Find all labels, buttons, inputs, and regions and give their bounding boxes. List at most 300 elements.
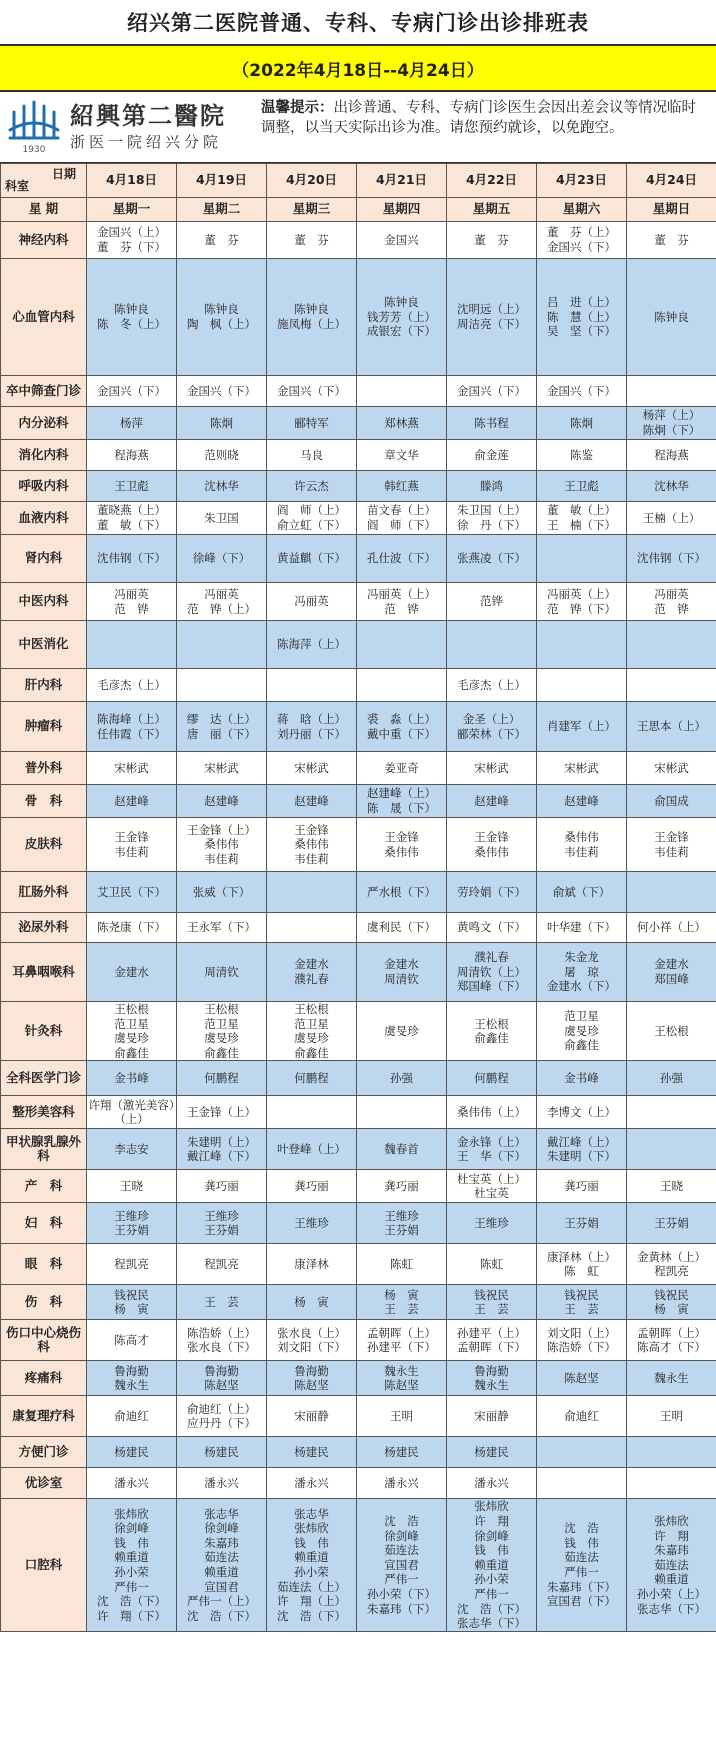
weekday-header: 星期五: [447, 198, 537, 222]
schedule-cell: 董 敏（上） 王 楠（下）: [537, 502, 627, 535]
table-row: [1, 818, 716, 872]
table-row: [1, 471, 716, 502]
schedule-cell: 冯丽英（上） 范 铧: [357, 583, 447, 621]
schedule-cell: 张水良（上） 刘文阳（下）: [267, 1320, 357, 1361]
schedule-cell: 金建水 郑国峰: [627, 943, 716, 1002]
weekday-header: 星期日: [627, 198, 716, 222]
schedule-cell: 龚巧丽: [267, 1170, 357, 1203]
schedule-cell: 陈赵坚: [537, 1361, 627, 1396]
schedule-cell: 金国兴（上） 董 芬（下）: [87, 222, 177, 259]
schedule-cell: 金永锋（上） 王 华（下）: [447, 1129, 537, 1170]
dept-name: 呼吸内科: [1, 471, 87, 502]
table-row: [1, 1244, 716, 1285]
schedule-cell: [267, 669, 357, 702]
dept-name: 全科医学门诊: [1, 1061, 87, 1096]
schedule-cell: 杨萍: [87, 407, 177, 440]
schedule-cell: 冯丽英 范 铧（上）: [177, 583, 267, 621]
table-row: [1, 376, 716, 407]
schedule-cell: 王卫彪: [87, 471, 177, 502]
table-row: [1, 502, 716, 535]
table-row: [1, 702, 716, 752]
schedule-cell: 杜宝英（上） 杜宝英: [447, 1170, 537, 1203]
schedule-cell: 陈书程: [447, 407, 537, 440]
weekday-label: 星 期: [1, 198, 87, 222]
schedule-cell: 王松根: [627, 1002, 716, 1061]
date-header: 4月20日: [267, 164, 357, 198]
dept-name: 中医内科: [1, 583, 87, 621]
schedule-cell: 滕鸿: [447, 471, 537, 502]
schedule-cell: 沈伟钢（下）: [627, 535, 716, 583]
page-title: 绍兴第二医院普通、专科、专病门诊出诊排班表: [127, 10, 589, 35]
schedule-cell: 赵建峰: [87, 785, 177, 818]
table-row: [1, 1002, 716, 1061]
table-row: [1, 1437, 716, 1468]
schedule-cell: 金国兴（下）: [537, 376, 627, 407]
schedule-cell: 濮礼春 周清钦（上） 郑国峰（下）: [447, 943, 537, 1002]
schedule-cell: 王金锋 韦佳莉: [627, 818, 716, 872]
schedule-cell: 王松根 范卫星 虞旻珍 俞鑫佳: [177, 1002, 267, 1061]
schedule-cell: 宋彬武: [87, 752, 177, 785]
schedule-cell: 王维珍 王芬娟: [357, 1203, 447, 1244]
schedule-cell: 钱祝民 王 芸: [537, 1285, 627, 1320]
schedule-table: [0, 163, 716, 1632]
schedule-cell: 何鹏程: [267, 1061, 357, 1096]
schedule-cell: 魏永生: [627, 1361, 716, 1396]
schedule-cell: 陈钟良 钱芳芳（上） 成银宏（下）: [357, 259, 447, 376]
schedule-cell: 程凯亮: [87, 1244, 177, 1285]
schedule-cell: 张志华 徐剑峰 朱嘉玮 茹连法 赖重道 宣国君 严伟一（上） 沈 浩（下）: [177, 1499, 267, 1631]
schedule-cell: 严水根（下）: [357, 872, 447, 913]
schedule-cell: 沈 浩 钱 伟 茹连法 严伟一 朱嘉玮（下） 宣国君（下）: [537, 1499, 627, 1631]
logo-name: 紹興第二醫院: [70, 101, 226, 130]
dept-name: 整形美容科: [1, 1096, 87, 1129]
table-row: [1, 1468, 716, 1499]
schedule-cell: 苗文春（上） 阎 师（下）: [357, 502, 447, 535]
dept-name: 针灸科: [1, 1002, 87, 1061]
schedule-cell: 吕 进（上） 陈 慧（上） 吴 坚（下）: [537, 259, 627, 376]
schedule-cell: 王金锋 桑伟伟: [357, 818, 447, 872]
schedule-cell: 沈林华: [627, 471, 716, 502]
schedule-cell: 杨建民: [87, 1437, 177, 1468]
schedule-cell: 金书峰: [87, 1061, 177, 1096]
schedule-cell: 毛彦杰（上）: [447, 669, 537, 702]
schedule-cell: 孟朝晖（上） 孙建平（下）: [357, 1320, 447, 1361]
schedule-cell: 鲁海勤 陈赵坚: [267, 1361, 357, 1396]
schedule-cell: [177, 669, 267, 702]
schedule-cell: 宋彬武: [627, 752, 716, 785]
schedule-cell: 阎 师（上） 俞立虹（下）: [267, 502, 357, 535]
dept-name: 卒中筛查门诊: [1, 376, 87, 407]
schedule-cell: [357, 376, 447, 407]
schedule-cell: 金建水 濮礼春: [267, 943, 357, 1002]
schedule-cell: 王芬娟: [537, 1203, 627, 1244]
dept-name: 优诊室: [1, 1468, 87, 1499]
schedule-cell: 潘永兴: [447, 1468, 537, 1499]
table-row: [1, 1285, 716, 1320]
logo-subtitle: 浙医一院绍兴分院: [70, 133, 223, 151]
schedule-cell: 陈钟良 陶 枫（上）: [177, 259, 267, 376]
schedule-cell: 朱建明（上） 戴江峰（下）: [177, 1129, 267, 1170]
dept-name: 神经内科: [1, 222, 87, 259]
schedule-cell: 何小祥（上）: [627, 913, 716, 943]
weekday-header: 星期二: [177, 198, 267, 222]
dept-name: 血液内科: [1, 502, 87, 535]
dept-name: 产 科: [1, 1170, 87, 1203]
notice-label: 温馨提示：: [261, 99, 334, 116]
schedule-cell: 金建水 周清钦: [357, 943, 447, 1002]
schedule-cell: [177, 621, 267, 669]
schedule-cell: 潘永兴: [357, 1468, 447, 1499]
schedule-cell: 陈尧康（下）: [87, 913, 177, 943]
table-row: [1, 1361, 716, 1396]
schedule-cell: 龚巧丽: [537, 1170, 627, 1203]
schedule-cell: 杨萍（上） 陈炯（下）: [627, 407, 716, 440]
schedule-cell: [627, 1129, 716, 1170]
schedule-cell: 王金锋 桑伟伟: [447, 818, 537, 872]
schedule-cell: 郑林燕: [357, 407, 447, 440]
table-row: [1, 1320, 716, 1361]
schedule-cell: 王 芸: [177, 1285, 267, 1320]
schedule-cell: [267, 1096, 357, 1129]
logo-year: 1930: [22, 145, 46, 155]
schedule-cell: 程凯亮: [177, 1244, 267, 1285]
schedule-cell: 陈虹: [447, 1244, 537, 1285]
schedule-cell: 陈炯: [537, 407, 627, 440]
dept-name: 肛肠外科: [1, 872, 87, 913]
corner-dept-label: 科室: [5, 179, 30, 194]
table-row: [1, 583, 716, 621]
table-row: [1, 1061, 716, 1096]
schedule-cell: [447, 621, 537, 669]
schedule-cell: 桑伟伟 韦佳莉: [537, 818, 627, 872]
schedule-cell: 钱祝民 杨 寅: [627, 1285, 716, 1320]
schedule-cell: 缪 达（上） 唐 丽（下）: [177, 702, 267, 752]
schedule-cell: 张燕凌（下）: [447, 535, 537, 583]
schedule-cell: 何鹏程: [177, 1061, 267, 1096]
schedule-cell: 宋彬武: [177, 752, 267, 785]
schedule-cell: 黄益麒（下）: [267, 535, 357, 583]
schedule-cell: [267, 913, 357, 943]
schedule-cell: [357, 1096, 447, 1129]
schedule-cell: 董 芬（上） 金国兴（下）: [537, 222, 627, 259]
schedule-cell: 范卫星 虞旻珍 俞鑫佳: [537, 1002, 627, 1061]
schedule-cell: 陈炯: [177, 407, 267, 440]
weekday-header: 星期六: [537, 198, 627, 222]
dept-name: 肾内科: [1, 535, 87, 583]
schedule-cell: 赵建峰: [447, 785, 537, 818]
schedule-cell: 陈海峰（上） 任伟霞（下）: [87, 702, 177, 752]
schedule-cell: 王金锋（上）: [177, 1096, 267, 1129]
schedule-cell: 杨建民: [357, 1437, 447, 1468]
schedule-cell: 金建水: [87, 943, 177, 1002]
schedule-cell: 陈浩娇（上） 张水良（下）: [177, 1320, 267, 1361]
schedule-cell: 董 芬: [267, 222, 357, 259]
schedule-cell: 康泽林（上） 陈 虹: [537, 1244, 627, 1285]
schedule-cell: 徐峰（下）: [177, 535, 267, 583]
schedule-cell: 陈钟良 施凤梅（上）: [267, 259, 357, 376]
schedule-cell: 叶登峰（上）: [267, 1129, 357, 1170]
date-header: 4月23日: [537, 164, 627, 198]
schedule-cell: 王金锋 韦佳莉: [87, 818, 177, 872]
schedule-cell: 何鹏程: [447, 1061, 537, 1096]
schedule-cell: 艾卫民（下）: [87, 872, 177, 913]
schedule-cell: 俞国成: [627, 785, 716, 818]
schedule-cell: 陈海萍（上）: [267, 621, 357, 669]
dept-name: 皮肤科: [1, 818, 87, 872]
table-row: [1, 535, 716, 583]
schedule-cell: 赵建峰: [537, 785, 627, 818]
schedule-cell: 魏永生 陈赵坚: [357, 1361, 447, 1396]
schedule-cell: 王思本（上）: [627, 702, 716, 752]
schedule-cell: 许云杰: [267, 471, 357, 502]
schedule-cell: 潘永兴: [177, 1468, 267, 1499]
schedule-cell: 金国兴（下）: [177, 376, 267, 407]
schedule-cell: 俞金莲: [447, 440, 537, 471]
table-row: [1, 1499, 716, 1631]
schedule-cell: 王松根 俞鑫佳: [447, 1002, 537, 1061]
schedule-cell: 金国兴（下）: [447, 376, 537, 407]
schedule-cell: 杨 寅 王 芸: [357, 1285, 447, 1320]
schedule-cell: 黄鸣文（下）: [447, 913, 537, 943]
header-weekday-row: [1, 198, 716, 222]
schedule-cell: 沈明远（上） 周洁亮（下）: [447, 259, 537, 376]
schedule-cell: 朱金龙 屠 琼 金建水（下）: [537, 943, 627, 1002]
schedule-cell: 董 芬: [177, 222, 267, 259]
dept-name: 甲状腺乳腺外科: [1, 1129, 87, 1170]
schedule-cell: 赵建峰（上） 陈 晟（下）: [357, 785, 447, 818]
dept-name: 内分泌科: [1, 407, 87, 440]
table-row: [1, 752, 716, 785]
schedule-cell: 张炜欣 许 翔 朱嘉玮 茹连法 赖重道 孙小荣（上） 张志华（下）: [627, 1499, 716, 1631]
schedule-cell: 钱祝民 王 芸: [447, 1285, 537, 1320]
schedule-cell: 王永军（下）: [177, 913, 267, 943]
schedule-cell: 许翔（激光美容）（上）: [87, 1096, 177, 1129]
schedule-cell: 周清钦: [177, 943, 267, 1002]
schedule-cell: 龚巧丽: [357, 1170, 447, 1203]
notice-text: 出诊普通、专科、专病门诊医生会因出差会议等情况临时调整，以当天实际出诊为准。请您预约就诊，以免跑空。: [261, 100, 696, 136]
schedule-cell: 潘永兴: [87, 1468, 177, 1499]
date-range: （2022年4月18日--4月24日）: [0, 44, 716, 92]
schedule-cell: 蒋 晗（上） 刘丹丽（下）: [267, 702, 357, 752]
table-row: [1, 872, 716, 913]
schedule-cell: [627, 1468, 716, 1499]
schedule-cell: 龚巧丽: [177, 1170, 267, 1203]
dept-name: 康复理疗科: [1, 1396, 87, 1437]
schedule-cell: 金书峰: [537, 1061, 627, 1096]
schedule-cell: [627, 1096, 716, 1129]
schedule-cell: 张炜欣 许 翔 徐剑峰 钱 伟 赖重道 孙小荣 严伟一 沈 浩（下） 张志华（下）: [447, 1499, 537, 1631]
schedule-cell: 李博文（上）: [537, 1096, 627, 1129]
table-row: [1, 407, 716, 440]
table-row: [1, 943, 716, 1002]
schedule-cell: 范铧: [447, 583, 537, 621]
dept-name: 肿瘤科: [1, 702, 87, 752]
schedule-cell: 宋彬武: [537, 752, 627, 785]
schedule-cell: 郦特军: [267, 407, 357, 440]
schedule-cell: 金国兴: [357, 222, 447, 259]
schedule-cell: 马良: [267, 440, 357, 471]
weekday-header: 星期一: [87, 198, 177, 222]
schedule-cell: 叶华建（下）: [537, 913, 627, 943]
schedule-cell: 宋彬武: [267, 752, 357, 785]
schedule-cell: 杨建民: [447, 1437, 537, 1468]
schedule-cell: 朱卫国（上） 徐 丹（下）: [447, 502, 537, 535]
schedule-cell: [87, 621, 177, 669]
schedule-cell: 金国兴（下）: [87, 376, 177, 407]
schedule-cell: [627, 621, 716, 669]
schedule-cell: 孙强: [357, 1061, 447, 1096]
dept-name: 耳鼻咽喉科: [1, 943, 87, 1002]
table-row: [1, 1396, 716, 1437]
header-date-row: [1, 164, 716, 198]
schedule-cell: [627, 669, 716, 702]
table-row: [1, 785, 716, 818]
schedule-cell: 姜亚奇: [357, 752, 447, 785]
schedule-cell: 王松根 范卫星 虞旻珍 俞鑫佳: [87, 1002, 177, 1061]
schedule-cell: 冯丽英（上） 范 铧（下）: [537, 583, 627, 621]
schedule-cell: 虞利民（下）: [357, 913, 447, 943]
schedule-cell: 赵建峰: [177, 785, 267, 818]
schedule-cell: 俞迪红: [537, 1396, 627, 1437]
dept-name: 普外科: [1, 752, 87, 785]
dept-name: 消化内科: [1, 440, 87, 471]
table-row: [1, 1096, 716, 1129]
schedule-cell: 劳玲娟（下）: [447, 872, 537, 913]
notice: [255, 92, 716, 162]
schedule-cell: 王晓: [87, 1170, 177, 1203]
schedule-cell: 毛彦杰（上）: [87, 669, 177, 702]
schedule-cell: 张志华 张炜欣 钱 伟 赖重道 孙小荣 茹连法（上） 许 翔（上） 沈 浩（下）: [267, 1499, 357, 1631]
schedule-cell: 孟朝晖（上） 陈高才（下）: [627, 1320, 716, 1361]
schedule-cell: 金国兴（下）: [267, 376, 357, 407]
schedule-cell: 俞迪红（上） 应丹丹（下）: [177, 1396, 267, 1437]
schedule-cell: 桑伟伟（上）: [447, 1096, 537, 1129]
schedule-cell: 王明: [357, 1396, 447, 1437]
schedule-cell: [627, 1437, 716, 1468]
corner-date-label: 日期: [51, 167, 76, 181]
schedule-cell: 董 芬: [447, 222, 537, 259]
schedule-cell: [357, 669, 447, 702]
schedule-cell: 章文华: [357, 440, 447, 471]
dept-name: 妇 科: [1, 1203, 87, 1244]
schedule-cell: 杨建民: [267, 1437, 357, 1468]
schedule-cell: 金黄林（上） 程凯亮: [627, 1244, 716, 1285]
schedule-cell: 王晓: [627, 1170, 716, 1203]
table-row: [1, 621, 716, 669]
schedule-cell: [267, 872, 357, 913]
schedule-cell: 孙强: [627, 1061, 716, 1096]
schedule-cell: 朱卫国: [177, 502, 267, 535]
schedule-cell: 虞旻珍: [357, 1002, 447, 1061]
schedule-cell: 陈钟良 陈 冬（上）: [87, 259, 177, 376]
schedule-cell: 宋彬武: [447, 752, 537, 785]
schedule-cell: 鲁海勤 陈赵坚: [177, 1361, 267, 1396]
date-header: 4月24日: [627, 164, 716, 198]
schedule-cell: 沈林华: [177, 471, 267, 502]
schedule-cell: [627, 376, 716, 407]
schedule-cell: 钱祝民 杨 寅: [87, 1285, 177, 1320]
weekday-header: 星期四: [357, 198, 447, 222]
schedule-cell: 程海燕: [87, 440, 177, 471]
schedule-cell: 冯丽英 范 铧: [87, 583, 177, 621]
schedule-cell: 刘文阳（上） 陈浩娇（下）: [537, 1320, 627, 1361]
schedule-cell: 张炜欣 徐剑峰 钱 伟 赖重道 孙小荣 严伟一 沈 浩（下） 许 翔（下）: [87, 1499, 177, 1631]
dept-name: 疼痛科: [1, 1361, 87, 1396]
schedule-cell: 魏春首: [357, 1129, 447, 1170]
schedule-cell: [537, 1468, 627, 1499]
schedule-cell: 裘 淼（上） 戴中重（下）: [357, 702, 447, 752]
schedule-cell: 董晓燕（上） 董 敏（下）: [87, 502, 177, 535]
schedule-cell: 赵建峰: [267, 785, 357, 818]
dept-name: 泌尿外科: [1, 913, 87, 943]
schedule-cell: 王维珍: [267, 1203, 357, 1244]
dept-name: 伤 科: [1, 1285, 87, 1320]
date-header: 4月21日: [357, 164, 447, 198]
schedule-cell: 俞斌（下）: [537, 872, 627, 913]
schedule-cell: 孙建平（上） 孟朝晖（下）: [447, 1320, 537, 1361]
schedule-cell: 王维珍 王芬娟: [87, 1203, 177, 1244]
schedule-cell: 鲁海勤 魏永生: [447, 1361, 537, 1396]
dept-name: 口腔科: [1, 1499, 87, 1631]
schedule-cell: 陈高才: [87, 1320, 177, 1361]
dept-name: 眼 科: [1, 1244, 87, 1285]
dept-name: 伤口中心烧伤科: [1, 1320, 87, 1361]
dept-name: 骨 科: [1, 785, 87, 818]
schedule-cell: 陈鉴: [537, 440, 627, 471]
table-row: [1, 669, 716, 702]
schedule-cell: 王松根 范卫星 虞旻珍 俞鑫佳: [267, 1002, 357, 1061]
schedule-cell: 潘永兴: [267, 1468, 357, 1499]
schedule-cell: 鲁海勤 魏永生: [87, 1361, 177, 1396]
schedule-cell: [537, 1437, 627, 1468]
schedule-cell: 陈钟良: [627, 259, 716, 376]
hospital-emblem-icon: [6, 98, 62, 156]
info-bar: [0, 92, 716, 163]
schedule-cell: 王金锋（上） 桑伟伟 韦佳莉: [177, 818, 267, 872]
schedule-cell: 李志安: [87, 1129, 177, 1170]
date-header: 4月18日: [87, 164, 177, 198]
schedule-cell: [537, 669, 627, 702]
schedule-cell: 宋丽静: [267, 1396, 357, 1437]
dept-name: 中医消化: [1, 621, 87, 669]
table-row: [1, 1203, 716, 1244]
date-header: 4月19日: [177, 164, 267, 198]
table-row: [1, 1129, 716, 1170]
corner-cell: [1, 164, 87, 198]
schedule-cell: 杨建民: [177, 1437, 267, 1468]
schedule-cell: 俞迪红: [87, 1396, 177, 1437]
schedule-cell: 沈伟钢（下）: [87, 535, 177, 583]
schedule-cell: 戴江峰（上） 朱建明（下）: [537, 1129, 627, 1170]
schedule-cell: 孔仕波（下）: [357, 535, 447, 583]
schedule-cell: 陈虹: [357, 1244, 447, 1285]
table-row: [1, 1170, 716, 1203]
schedule-cell: 康泽林: [267, 1244, 357, 1285]
dept-name: 心血管内科: [1, 259, 87, 376]
dept-name: 方便门诊: [1, 1437, 87, 1468]
schedule-cell: 宋丽静: [447, 1396, 537, 1437]
schedule-cell: 冯丽英 范 铧: [627, 583, 716, 621]
table-row: [1, 222, 716, 259]
schedule-cell: 张威（下）: [177, 872, 267, 913]
schedule-cell: 王楠（上）: [627, 502, 716, 535]
schedule-cell: 冯丽英: [267, 583, 357, 621]
table-row: [1, 913, 716, 943]
schedule-cell: 沈 浩 徐剑峰 茹连法 宣国君 严伟一 孙小荣（下） 朱嘉玮（下）: [357, 1499, 447, 1631]
schedule-cell: 王明: [627, 1396, 716, 1437]
weekday-header: 星期三: [267, 198, 357, 222]
schedule-cell: 杨 寅: [267, 1285, 357, 1320]
